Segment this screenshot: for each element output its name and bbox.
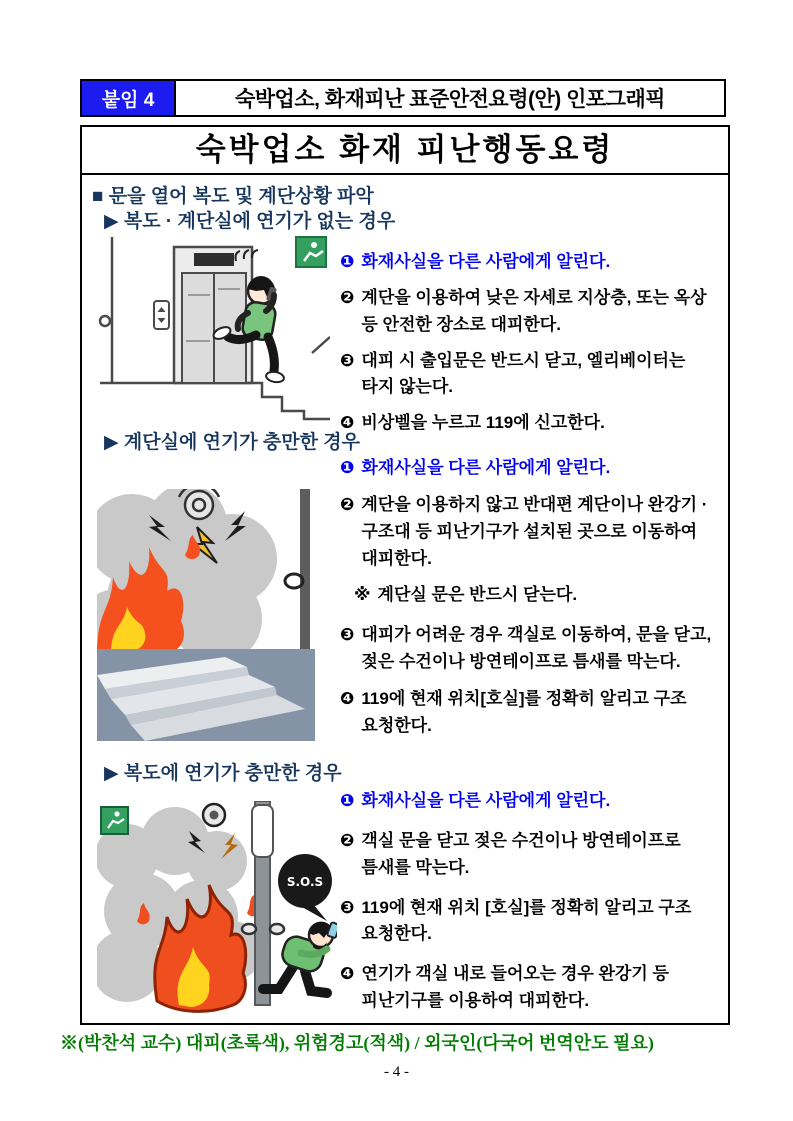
- sub-heading-stairwell-smoke: ▶ 계단실에 연기가 충만한 경우: [104, 432, 360, 453]
- item-number: ❶: [340, 458, 355, 477]
- list-item: [340, 410, 722, 437]
- main-title: 숙박업소 화재 피난행동요령: [82, 127, 728, 175]
- stairs: [248, 337, 330, 419]
- item-number: ❸: [340, 350, 355, 370]
- list-item: [340, 285, 722, 339]
- sub-heading-no-smoke: ▶ 복도 · 계단실에 연기가 없는 경우: [104, 211, 396, 232]
- infographic-box: [80, 125, 730, 1025]
- exit-sign-icon: [296, 237, 326, 267]
- attachment-badge: 붙임 4: [80, 79, 176, 117]
- elevator: [154, 247, 252, 383]
- list-item: [340, 788, 722, 815]
- item-text: 계단을 이용하여 낮은 자세로 지상층, 또는 옥상 등 안전한 장소로 대피한다.: [361, 287, 707, 334]
- item-number: ❶: [340, 252, 355, 271]
- list-item: [340, 961, 722, 1015]
- item-text: 계단실 문은 반드시 닫는다.: [377, 585, 578, 605]
- item-number: ❹: [340, 964, 355, 984]
- instruction-list-no-smoke: [340, 249, 722, 446]
- item-number: ❷: [340, 287, 355, 307]
- item-text: 대피 시 출입문은 반드시 닫고, 엘리베이터는 타지 않는다.: [361, 350, 686, 397]
- illustration-no-smoke-evacuation: [98, 231, 330, 421]
- item-text: 계단을 이용하지 않고 반대편 계단이나 완강기 · 구조대 등 피난기구가 설치된 곳으로 이동하여 대피한다.: [361, 494, 708, 568]
- sos-speech-bubble: [278, 854, 332, 921]
- item-number: ❹: [340, 413, 355, 433]
- sub-heading-corridor-smoke: ▶ 복도에 연기가 충만한 경우: [104, 763, 342, 784]
- item-number: ❸: [340, 897, 355, 917]
- item-text: 화재사실을 다른 사람에게 알린다.: [361, 252, 611, 271]
- item-text: 화재사실을 다른 사람에게 알린다.: [361, 791, 611, 810]
- section-title: ■ 문을 열어 복도 및 계단상황 파악: [92, 186, 374, 207]
- list-item: [340, 348, 722, 402]
- item-text: 연기가 객실 내로 들어오는 경우 완강기 등 피난기구를 이용하여 대피한다.: [361, 964, 669, 1011]
- list-item: [340, 828, 722, 882]
- item-text: 화재사실을 다른 사람에게 알린다.: [361, 458, 611, 477]
- item-number: ❶: [340, 791, 355, 810]
- item-text: 객실 문을 닫고 젖은 수건이나 방연테이프로 틈새를 막는다.: [361, 830, 681, 877]
- list-item: [340, 895, 722, 949]
- illustration-stairwell-fire-smoke: [97, 489, 315, 649]
- header-title: 숙박업소, 화재피난 표준안전요령(안) 인포그래픽: [176, 79, 726, 117]
- item-number: ❹: [340, 689, 355, 709]
- list-item: [340, 622, 722, 676]
- item-number: ❷: [340, 830, 355, 850]
- list-item-note: [354, 582, 722, 609]
- attachment-header: [80, 79, 726, 117]
- professor-note: ※(박찬석 교수) 대피(초록색), 위험경고(적색) / 외국인(다국어 번역안도 필요): [60, 1033, 654, 1053]
- page-number: - 4 -: [384, 1064, 409, 1080]
- item-text: 119에 현재 위치 [호실]를 정확히 알리고 구조 요청한다.: [361, 897, 692, 944]
- instruction-list-stairwell-smoke: [340, 455, 722, 750]
- list-item: [340, 249, 722, 276]
- item-text: 대피가 어려운 경우 객실로 이동하여, 문을 닫고, 젖은 수건이나 방연테이프로 틈새를 막는다.: [361, 625, 712, 672]
- list-item: [340, 492, 722, 573]
- instruction-list-corridor-smoke: [340, 788, 722, 1028]
- item-number: ※: [354, 585, 371, 605]
- item-number: ❷: [340, 494, 355, 514]
- list-item: [340, 455, 722, 482]
- item-number: ❸: [340, 625, 355, 645]
- illustration-staircase: [97, 649, 315, 741]
- exit-sign-icon: [101, 807, 128, 834]
- illustration-corridor-fire-sos: [97, 801, 337, 1013]
- sos-label: S.O.S: [286, 875, 324, 889]
- item-text: 119에 현재 위치[호실]를 정확히 알리고 구조 요청한다.: [361, 689, 687, 735]
- list-item: [340, 686, 722, 740]
- item-text: 비상벨을 누르고 119에 신고한다.: [361, 413, 605, 433]
